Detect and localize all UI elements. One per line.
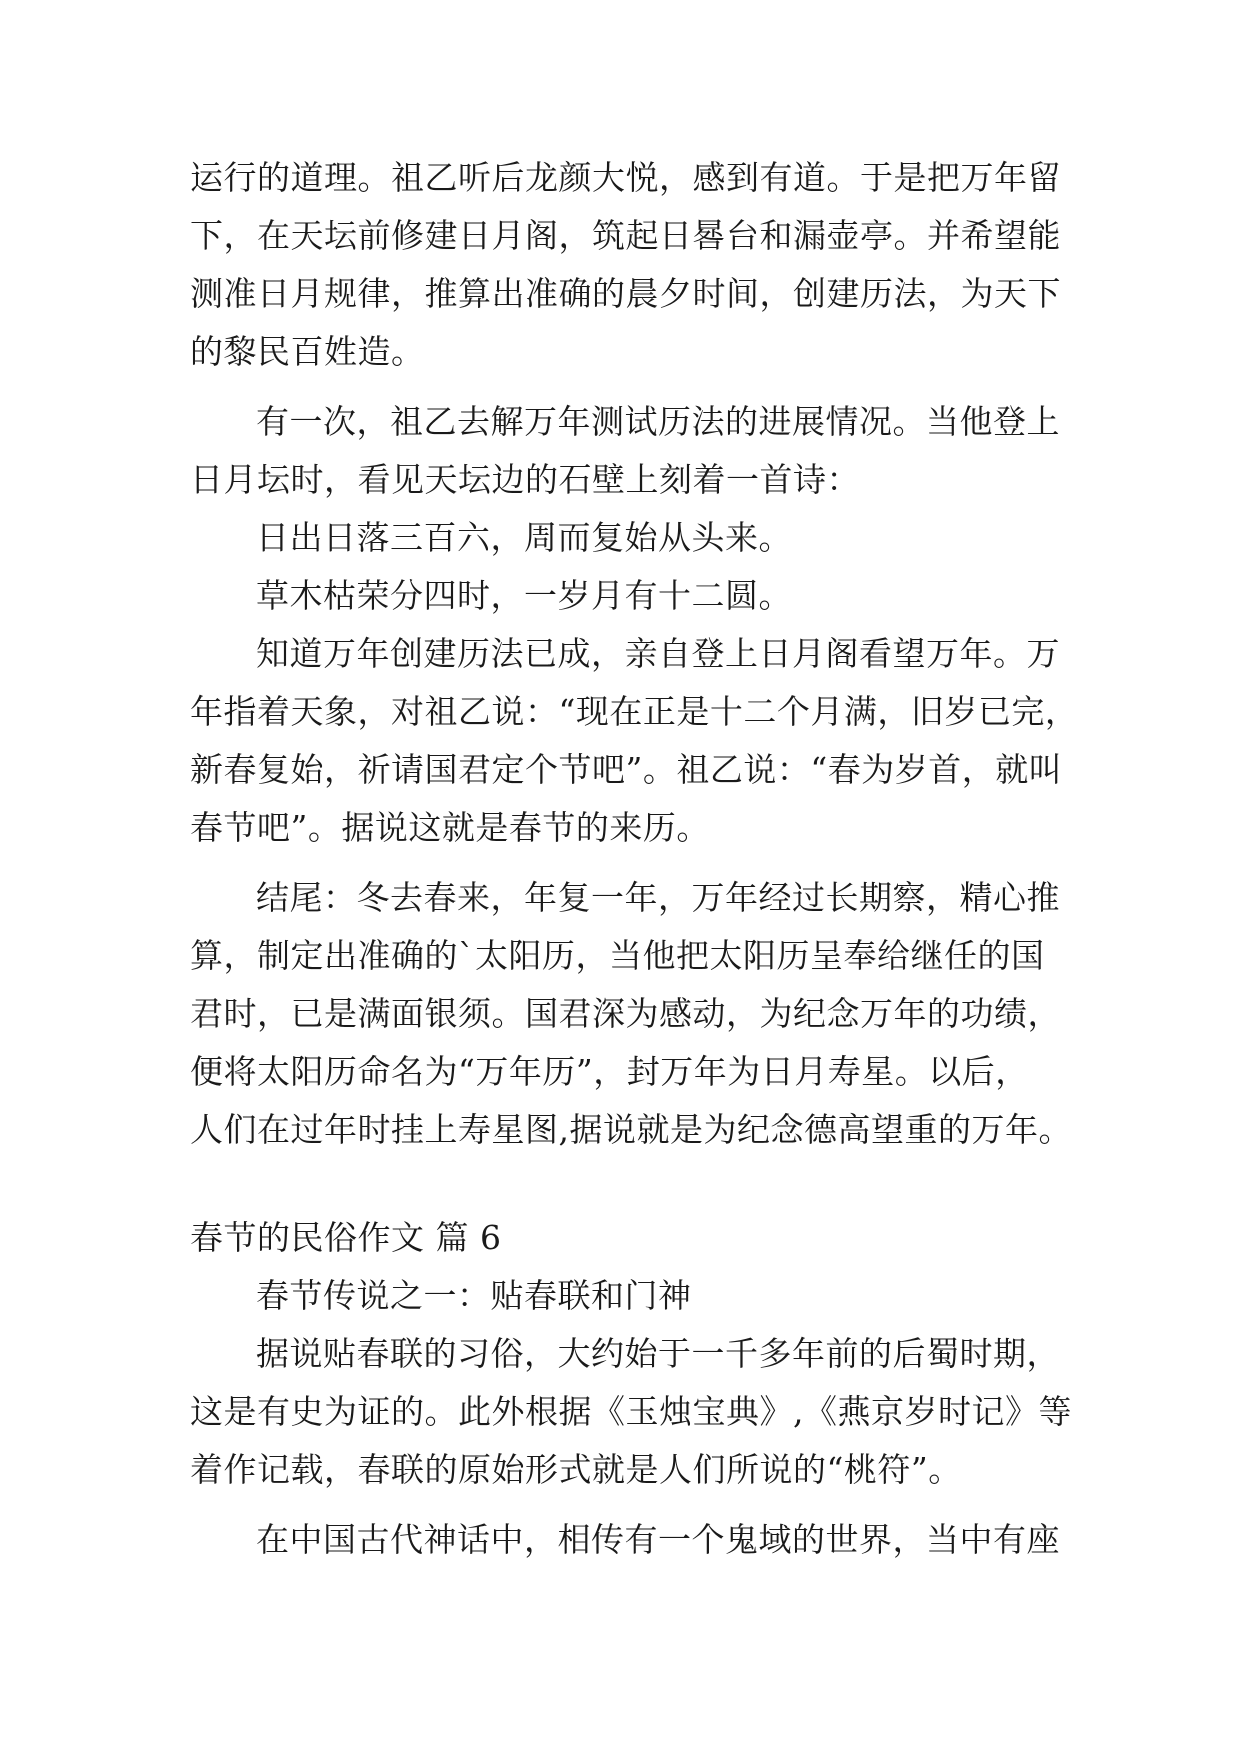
paragraph-line: 有一次，祖乙去解万年测试历法的进展情况。当他登上	[256, 402, 1060, 441]
paragraph-line: 的黎民百姓造。	[190, 332, 425, 371]
paragraph-line: 便将太阳历命名为“万年历”，封万年为日月寿星。以后，	[190, 1052, 1029, 1091]
paragraph-line: 日月坛时，看见天坛边的石壁上刻着一首诗：	[190, 460, 860, 499]
poem-line: 日出日落三百六，周而复始从头来。	[256, 518, 792, 557]
paragraph-line: 下，在天坛前修建日月阁，筑起日晷台和漏壶亭。并希望能	[190, 216, 1061, 255]
paragraph-line: 知道万年创建历法已成，亲自登上日月阁看望万年。万	[256, 634, 1060, 673]
subheading: 春节传说之一：贴春联和门神	[256, 1276, 692, 1315]
paragraph-line: 运行的道理。祖乙听后龙颜大悦，感到有道。于是把万年留	[190, 158, 1061, 197]
paragraph-line: 算，制定出准确的`太阳历，当他把太阳历呈奉给继任的国	[190, 936, 1045, 975]
paragraph-line: 新春复始，祈请国君定个节吧”。祖乙说：“春为岁首，就叫	[190, 750, 1063, 789]
paragraph-line: 结尾：冬去春来，年复一年，万年经过长期察，精心推	[256, 878, 1060, 917]
paragraph-line: 在中国古代神话中，相传有一个鬼域的世界，当中有座	[256, 1520, 1060, 1559]
paragraph-line: 着作记载，春联的原始形式就是人们所说的“桃符”。	[190, 1450, 962, 1489]
paragraph-line: 据说贴春联的习俗，大约始于一千多年前的后蜀时期，	[256, 1334, 1060, 1373]
paragraph-line: 年指着天象，对祖乙说：“现在正是十二个月满，旧岁已完，	[190, 692, 1079, 731]
paragraph-line: 春节吧”。据说这就是春节的来历。	[190, 808, 710, 847]
paragraph-line: 这是有史为证的。此外根据《玉烛宝典》,《燕京岁时记》等	[190, 1392, 1072, 1431]
section-heading: 春节的民俗作文 篇 6	[190, 1218, 502, 1257]
poem-line: 草木枯荣分四时，一岁月有十二圆。	[256, 576, 792, 615]
paragraph-line: 测准日月规律，推算出准确的晨夕时间，创建历法，为天下	[190, 274, 1061, 313]
paragraph-line: 人们在过年时挂上寿星图,据说就是为纪念德高望重的万年。	[190, 1110, 1072, 1149]
paragraph-line: 君时，已是满面银须。国君深为感动，为纪念万年的功绩，	[190, 994, 1061, 1033]
